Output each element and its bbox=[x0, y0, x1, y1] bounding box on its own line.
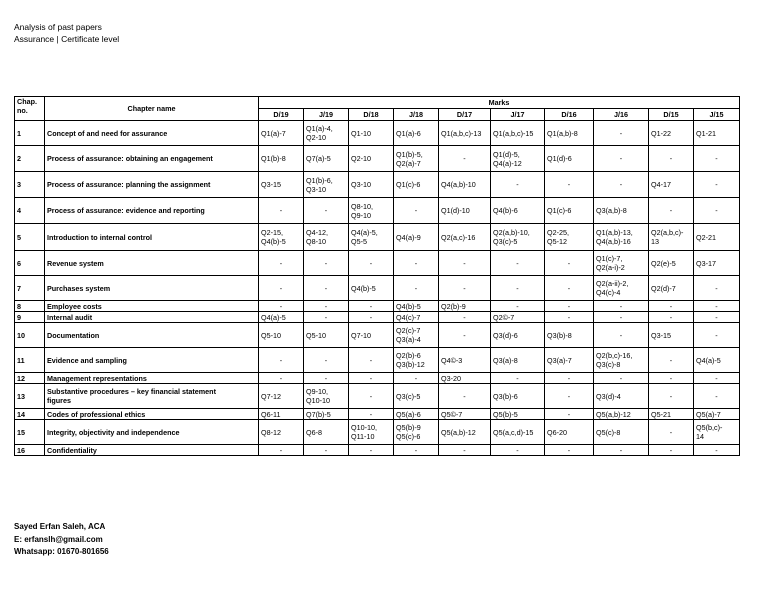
marks-cell: Q3(a)-8 bbox=[491, 348, 545, 373]
marks-cell: - bbox=[649, 373, 694, 384]
marks-cell: - bbox=[394, 276, 439, 301]
marks-cell: Q4(b)-5 bbox=[349, 276, 394, 301]
marks-cell: Q5(a)-7 bbox=[694, 409, 740, 420]
chapter-number-cell: 10 bbox=[15, 323, 45, 348]
marks-cell: Q2(b)-6 Q3(b)-12 bbox=[394, 348, 439, 373]
marks-cell: - bbox=[545, 445, 594, 456]
chapter-number-cell: 12 bbox=[15, 373, 45, 384]
marks-cell: Q4(a)-5 bbox=[259, 312, 304, 323]
marks-cell: - bbox=[349, 384, 394, 409]
marks-cell: Q4©-3 bbox=[439, 348, 491, 373]
marks-cell: Q2©-7 bbox=[491, 312, 545, 323]
marks-cell: Q1(a)-6 bbox=[394, 121, 439, 146]
table-row bbox=[15, 276, 740, 301]
marks-cell: Q8-10, Q9-10 bbox=[349, 198, 394, 224]
marks-cell: - bbox=[594, 373, 649, 384]
marks-cell: - bbox=[349, 373, 394, 384]
chapter-number-cell: 14 bbox=[15, 409, 45, 420]
chapter-number-cell: 8 bbox=[15, 301, 45, 312]
table-row bbox=[15, 121, 740, 146]
marks-cell: - bbox=[694, 323, 740, 348]
marks-cell: - bbox=[304, 198, 349, 224]
chapter-name-cell: Employee costs bbox=[45, 301, 259, 312]
marks-cell: - bbox=[594, 301, 649, 312]
marks-cell: Q2(a,b)-10, Q3(c)-5 bbox=[491, 224, 545, 251]
session-header: D/19 bbox=[259, 109, 304, 121]
marks-cell: - bbox=[594, 146, 649, 172]
marks-cell: - bbox=[594, 172, 649, 198]
marks-cell: - bbox=[304, 251, 349, 276]
chapter-name-cell: Process of assurance: planning the assignment bbox=[45, 172, 259, 198]
marks-cell: Q4(c)-7 bbox=[394, 312, 439, 323]
marks-cell: - bbox=[439, 312, 491, 323]
marks-cell: Q4(a)-5, Q5-5 bbox=[349, 224, 394, 251]
marks-cell: - bbox=[694, 146, 740, 172]
session-header: D/17 bbox=[439, 109, 491, 121]
marks-cell: Q2(e)-5 bbox=[649, 251, 694, 276]
marks-cell: - bbox=[349, 409, 394, 420]
chapter-number-cell: 13 bbox=[15, 384, 45, 409]
marks-cell: Q4-17 bbox=[649, 172, 694, 198]
session-header: J/15 bbox=[694, 109, 740, 121]
marks-cell: Q3-15 bbox=[649, 323, 694, 348]
marks-cell: Q5(a,b)-12 bbox=[594, 409, 649, 420]
marks-cell: - bbox=[491, 172, 545, 198]
marks-cell: - bbox=[649, 301, 694, 312]
marks-cell: - bbox=[349, 312, 394, 323]
marks-cell: - bbox=[545, 312, 594, 323]
document-heading bbox=[14, 21, 119, 45]
table-row bbox=[15, 224, 740, 251]
author-name: Sayed Erfan Saleh, ACA bbox=[14, 522, 106, 531]
chapter-name-cell: Substantive procedures – key financial statement figures bbox=[45, 384, 259, 409]
marks-cell: Q3(a)-7 bbox=[545, 348, 594, 373]
marks-cell: - bbox=[259, 251, 304, 276]
chapter-name-cell: Introduction to internal control bbox=[45, 224, 259, 251]
chapter-number-cell: 15 bbox=[15, 420, 45, 445]
table-row bbox=[15, 198, 740, 224]
marks-cell: - bbox=[649, 312, 694, 323]
table-row bbox=[15, 420, 740, 445]
chapter-name-cell: Evidence and sampling bbox=[45, 348, 259, 373]
chapter-number-cell: 4 bbox=[15, 198, 45, 224]
marks-cell: Q1(a,b,c)-15 bbox=[491, 121, 545, 146]
chapter-number-header: Chap. no. bbox=[15, 97, 45, 121]
chapter-number-cell: 6 bbox=[15, 251, 45, 276]
marks-cell: Q1(c)-6 bbox=[394, 172, 439, 198]
marks-cell: Q5(a,c,d)-15 bbox=[491, 420, 545, 445]
chapter-name-cell: Internal audit bbox=[45, 312, 259, 323]
marks-cell: Q2(a-ii)-2, Q4(c)-4 bbox=[594, 276, 649, 301]
marks-cell: Q5©-7 bbox=[439, 409, 491, 420]
marks-cell: - bbox=[649, 384, 694, 409]
marks-cell: Q5-10 bbox=[259, 323, 304, 348]
chapter-number-cell: 5 bbox=[15, 224, 45, 251]
marks-cell: Q2-10 bbox=[349, 146, 394, 172]
chapter-number-cell: 2 bbox=[15, 146, 45, 172]
marks-cell: - bbox=[545, 373, 594, 384]
marks-cell: Q3(d)-4 bbox=[594, 384, 649, 409]
marks-cell: Q5(a,b)-12 bbox=[439, 420, 491, 445]
marks-cell: - bbox=[259, 445, 304, 456]
marks-cell: Q1(a,b,c)-13 bbox=[439, 121, 491, 146]
marks-cell: Q5(b,c)- 14 bbox=[694, 420, 740, 445]
marks-cell: Q3-20 bbox=[439, 373, 491, 384]
marks-cell: Q7(b)-5 bbox=[304, 409, 349, 420]
marks-cell: - bbox=[649, 146, 694, 172]
marks-cell: - bbox=[694, 312, 740, 323]
chapter-name-cell: Purchases system bbox=[45, 276, 259, 301]
table-row bbox=[15, 323, 740, 348]
marks-cell: Q3(b)-8 bbox=[545, 323, 594, 348]
marks-cell: Q6-20 bbox=[545, 420, 594, 445]
marks-cell: - bbox=[349, 348, 394, 373]
marks-cell: - bbox=[259, 348, 304, 373]
chapter-number-cell: 1 bbox=[15, 121, 45, 146]
marks-cell: - bbox=[304, 301, 349, 312]
chapter-name-cell: Confidentiality bbox=[45, 445, 259, 456]
marks-cell: - bbox=[304, 276, 349, 301]
marks-cell: Q1(a)-4, Q2-10 bbox=[304, 121, 349, 146]
marks-cell: Q2-21 bbox=[694, 224, 740, 251]
marks-cell: - bbox=[394, 445, 439, 456]
marks-cell: Q1(d)-6 bbox=[545, 146, 594, 172]
table-row bbox=[15, 384, 740, 409]
marks-cell: - bbox=[545, 409, 594, 420]
marks-cell: Q9-10, Q10-10 bbox=[304, 384, 349, 409]
marks-cell: Q4(b)-6 bbox=[491, 198, 545, 224]
marks-cell: - bbox=[304, 348, 349, 373]
marks-cell: - bbox=[694, 373, 740, 384]
marks-cell: - bbox=[594, 445, 649, 456]
marks-cell: Q1-21 bbox=[694, 121, 740, 146]
chapter-name-header: Chapter name bbox=[45, 97, 259, 121]
document-subtitle: Assurance | Certificate level bbox=[14, 34, 120, 44]
marks-cell: - bbox=[694, 384, 740, 409]
marks-cell: - bbox=[594, 323, 649, 348]
marks-cell: Q7-10 bbox=[349, 323, 394, 348]
marks-cell: Q7(a)-5 bbox=[304, 146, 349, 172]
marks-cell: - bbox=[304, 445, 349, 456]
marks-cell: Q3(a,b)-8 bbox=[594, 198, 649, 224]
chapter-number-cell: 11 bbox=[15, 348, 45, 373]
session-header: D/18 bbox=[349, 109, 394, 121]
marks-cell: - bbox=[349, 445, 394, 456]
marks-cell: - bbox=[594, 312, 649, 323]
chapter-name-cell: Integrity, objectivity and independence bbox=[45, 420, 259, 445]
marks-cell: Q3(b)-6 bbox=[491, 384, 545, 409]
table-row bbox=[15, 373, 740, 384]
author-email: E: erfanslh@gmail.com bbox=[14, 534, 103, 544]
table-row bbox=[15, 301, 740, 312]
marks-cell: Q4(a)-9 bbox=[394, 224, 439, 251]
marks-cell: - bbox=[394, 251, 439, 276]
marks-cell: Q1(a)-7 bbox=[259, 121, 304, 146]
chapter-name-cell: Revenue system bbox=[45, 251, 259, 276]
chapter-name-cell: Documentation bbox=[45, 323, 259, 348]
marks-cell: - bbox=[394, 373, 439, 384]
marks-cell: - bbox=[649, 348, 694, 373]
session-header: D/16 bbox=[545, 109, 594, 121]
session-header: J/16 bbox=[594, 109, 649, 121]
marks-cell: - bbox=[545, 276, 594, 301]
marks-cell: Q4(b)-5 bbox=[394, 301, 439, 312]
marks-cell: - bbox=[259, 301, 304, 312]
marks-cell: - bbox=[259, 276, 304, 301]
marks-cell: Q4(a)-5 bbox=[694, 348, 740, 373]
marks-cell: - bbox=[491, 301, 545, 312]
marks-cell: Q2(b,c)-16, Q3(c)-8 bbox=[594, 348, 649, 373]
table-row bbox=[15, 172, 740, 198]
table-row bbox=[15, 348, 740, 373]
chapter-number-cell: 9 bbox=[15, 312, 45, 323]
marks-cell: Q3-10 bbox=[349, 172, 394, 198]
marks-cell: - bbox=[304, 312, 349, 323]
marks-cell: Q1(c)-7, Q2(a-i)-2 bbox=[594, 251, 649, 276]
chapter-name-cell: Concept of and need for assurance bbox=[45, 121, 259, 146]
table-row bbox=[15, 146, 740, 172]
chapter-name-cell: Process of assurance: obtaining an engagement bbox=[45, 146, 259, 172]
table-row bbox=[15, 445, 740, 456]
marks-cell: Q1-10 bbox=[349, 121, 394, 146]
document-title: Analysis of past papers bbox=[14, 22, 102, 32]
marks-cell: Q1(d)-10 bbox=[439, 198, 491, 224]
author-whatsapp: Whatsapp: 01670-801656 bbox=[14, 547, 109, 556]
marks-cell: - bbox=[694, 172, 740, 198]
marks-cell: Q1(a,b)-8 bbox=[545, 121, 594, 146]
marks-cell: - bbox=[394, 198, 439, 224]
marks-cell: Q2(c)-7 Q3(a)-4 bbox=[394, 323, 439, 348]
marks-cell: Q2(a,c)-16 bbox=[439, 224, 491, 251]
marks-cell: Q5(b)-5 bbox=[491, 409, 545, 420]
marks-cell: Q2(d)-7 bbox=[649, 276, 694, 301]
marks-cell: - bbox=[259, 198, 304, 224]
marks-cell: Q3(d)-6 bbox=[491, 323, 545, 348]
marks-cell: Q5(c)-8 bbox=[594, 420, 649, 445]
marks-cell: Q1(d)-5, Q4(a)-12 bbox=[491, 146, 545, 172]
chapter-name-cell: Process of assurance: evidence and reporting bbox=[45, 198, 259, 224]
marks-cell: - bbox=[594, 121, 649, 146]
marks-cell: - bbox=[259, 373, 304, 384]
session-header: J/18 bbox=[394, 109, 439, 121]
table-row bbox=[15, 251, 740, 276]
marks-cell: Q6-11 bbox=[259, 409, 304, 420]
marks-cell: Q1(c)-6 bbox=[545, 198, 594, 224]
marks-cell: - bbox=[439, 146, 491, 172]
marks-cell: - bbox=[491, 445, 545, 456]
marks-cell: - bbox=[545, 301, 594, 312]
marks-cell: Q3-15 bbox=[259, 172, 304, 198]
marks-cell: Q3-17 bbox=[694, 251, 740, 276]
marks-cell: - bbox=[439, 323, 491, 348]
marks-cell: Q2-15, Q4(b)-5 bbox=[259, 224, 304, 251]
marks-cell: - bbox=[491, 276, 545, 301]
marks-cell: Q3(c)-5 bbox=[394, 384, 439, 409]
marks-cell: - bbox=[694, 276, 740, 301]
marks-cell: - bbox=[304, 373, 349, 384]
marks-cell: Q7-12 bbox=[259, 384, 304, 409]
session-header: J/17 bbox=[491, 109, 545, 121]
marks-cell: - bbox=[439, 384, 491, 409]
past-papers-table bbox=[14, 96, 740, 456]
marks-cell: - bbox=[439, 445, 491, 456]
chapter-number-cell: 3 bbox=[15, 172, 45, 198]
marks-cell: - bbox=[491, 251, 545, 276]
session-header: J/19 bbox=[304, 109, 349, 121]
marks-cell: Q6-8 bbox=[304, 420, 349, 445]
marks-cell: - bbox=[649, 445, 694, 456]
marks-header: Marks bbox=[259, 97, 740, 109]
chapter-number-cell: 7 bbox=[15, 276, 45, 301]
marks-cell: Q8-12 bbox=[259, 420, 304, 445]
author-footer bbox=[14, 521, 109, 559]
marks-cell: - bbox=[349, 251, 394, 276]
marks-cell: Q5(b)-9 Q5(c)-6 bbox=[394, 420, 439, 445]
chapter-name-cell: Codes of professional ethics bbox=[45, 409, 259, 420]
marks-cell: - bbox=[545, 384, 594, 409]
marks-cell: Q1(b)-5, Q2(a)-7 bbox=[394, 146, 439, 172]
marks-cell: Q1(a,b)-13, Q4(a,b)-16 bbox=[594, 224, 649, 251]
marks-cell: Q5-21 bbox=[649, 409, 694, 420]
marks-cell: Q2-25, Q5-12 bbox=[545, 224, 594, 251]
session-header: D/15 bbox=[649, 109, 694, 121]
marks-cell: - bbox=[694, 198, 740, 224]
marks-cell: Q2(b)-9 bbox=[439, 301, 491, 312]
marks-cell: - bbox=[649, 198, 694, 224]
marks-cell: Q4(a,b)-10 bbox=[439, 172, 491, 198]
table-row bbox=[15, 409, 740, 420]
marks-cell: Q5(a)-6 bbox=[394, 409, 439, 420]
marks-cell: - bbox=[491, 373, 545, 384]
marks-cell: Q4-12, Q8-10 bbox=[304, 224, 349, 251]
marks-cell: - bbox=[694, 445, 740, 456]
marks-cell: - bbox=[649, 420, 694, 445]
marks-cell: - bbox=[545, 251, 594, 276]
marks-cell: - bbox=[439, 251, 491, 276]
marks-cell: - bbox=[439, 276, 491, 301]
marks-cell: - bbox=[545, 172, 594, 198]
marks-cell: - bbox=[694, 301, 740, 312]
table-body bbox=[15, 121, 740, 456]
marks-cell: Q5-10 bbox=[304, 323, 349, 348]
marks-cell: Q10-10, Q11-10 bbox=[349, 420, 394, 445]
marks-cell: Q2(a,b,c)- 13 bbox=[649, 224, 694, 251]
chapter-name-cell: Management representations bbox=[45, 373, 259, 384]
marks-cell: Q1-22 bbox=[649, 121, 694, 146]
table-row bbox=[15, 312, 740, 323]
marks-cell: - bbox=[349, 301, 394, 312]
marks-cell: Q1(b)-6, Q3-10 bbox=[304, 172, 349, 198]
chapter-number-cell: 16 bbox=[15, 445, 45, 456]
marks-cell: Q1(b)-8 bbox=[259, 146, 304, 172]
